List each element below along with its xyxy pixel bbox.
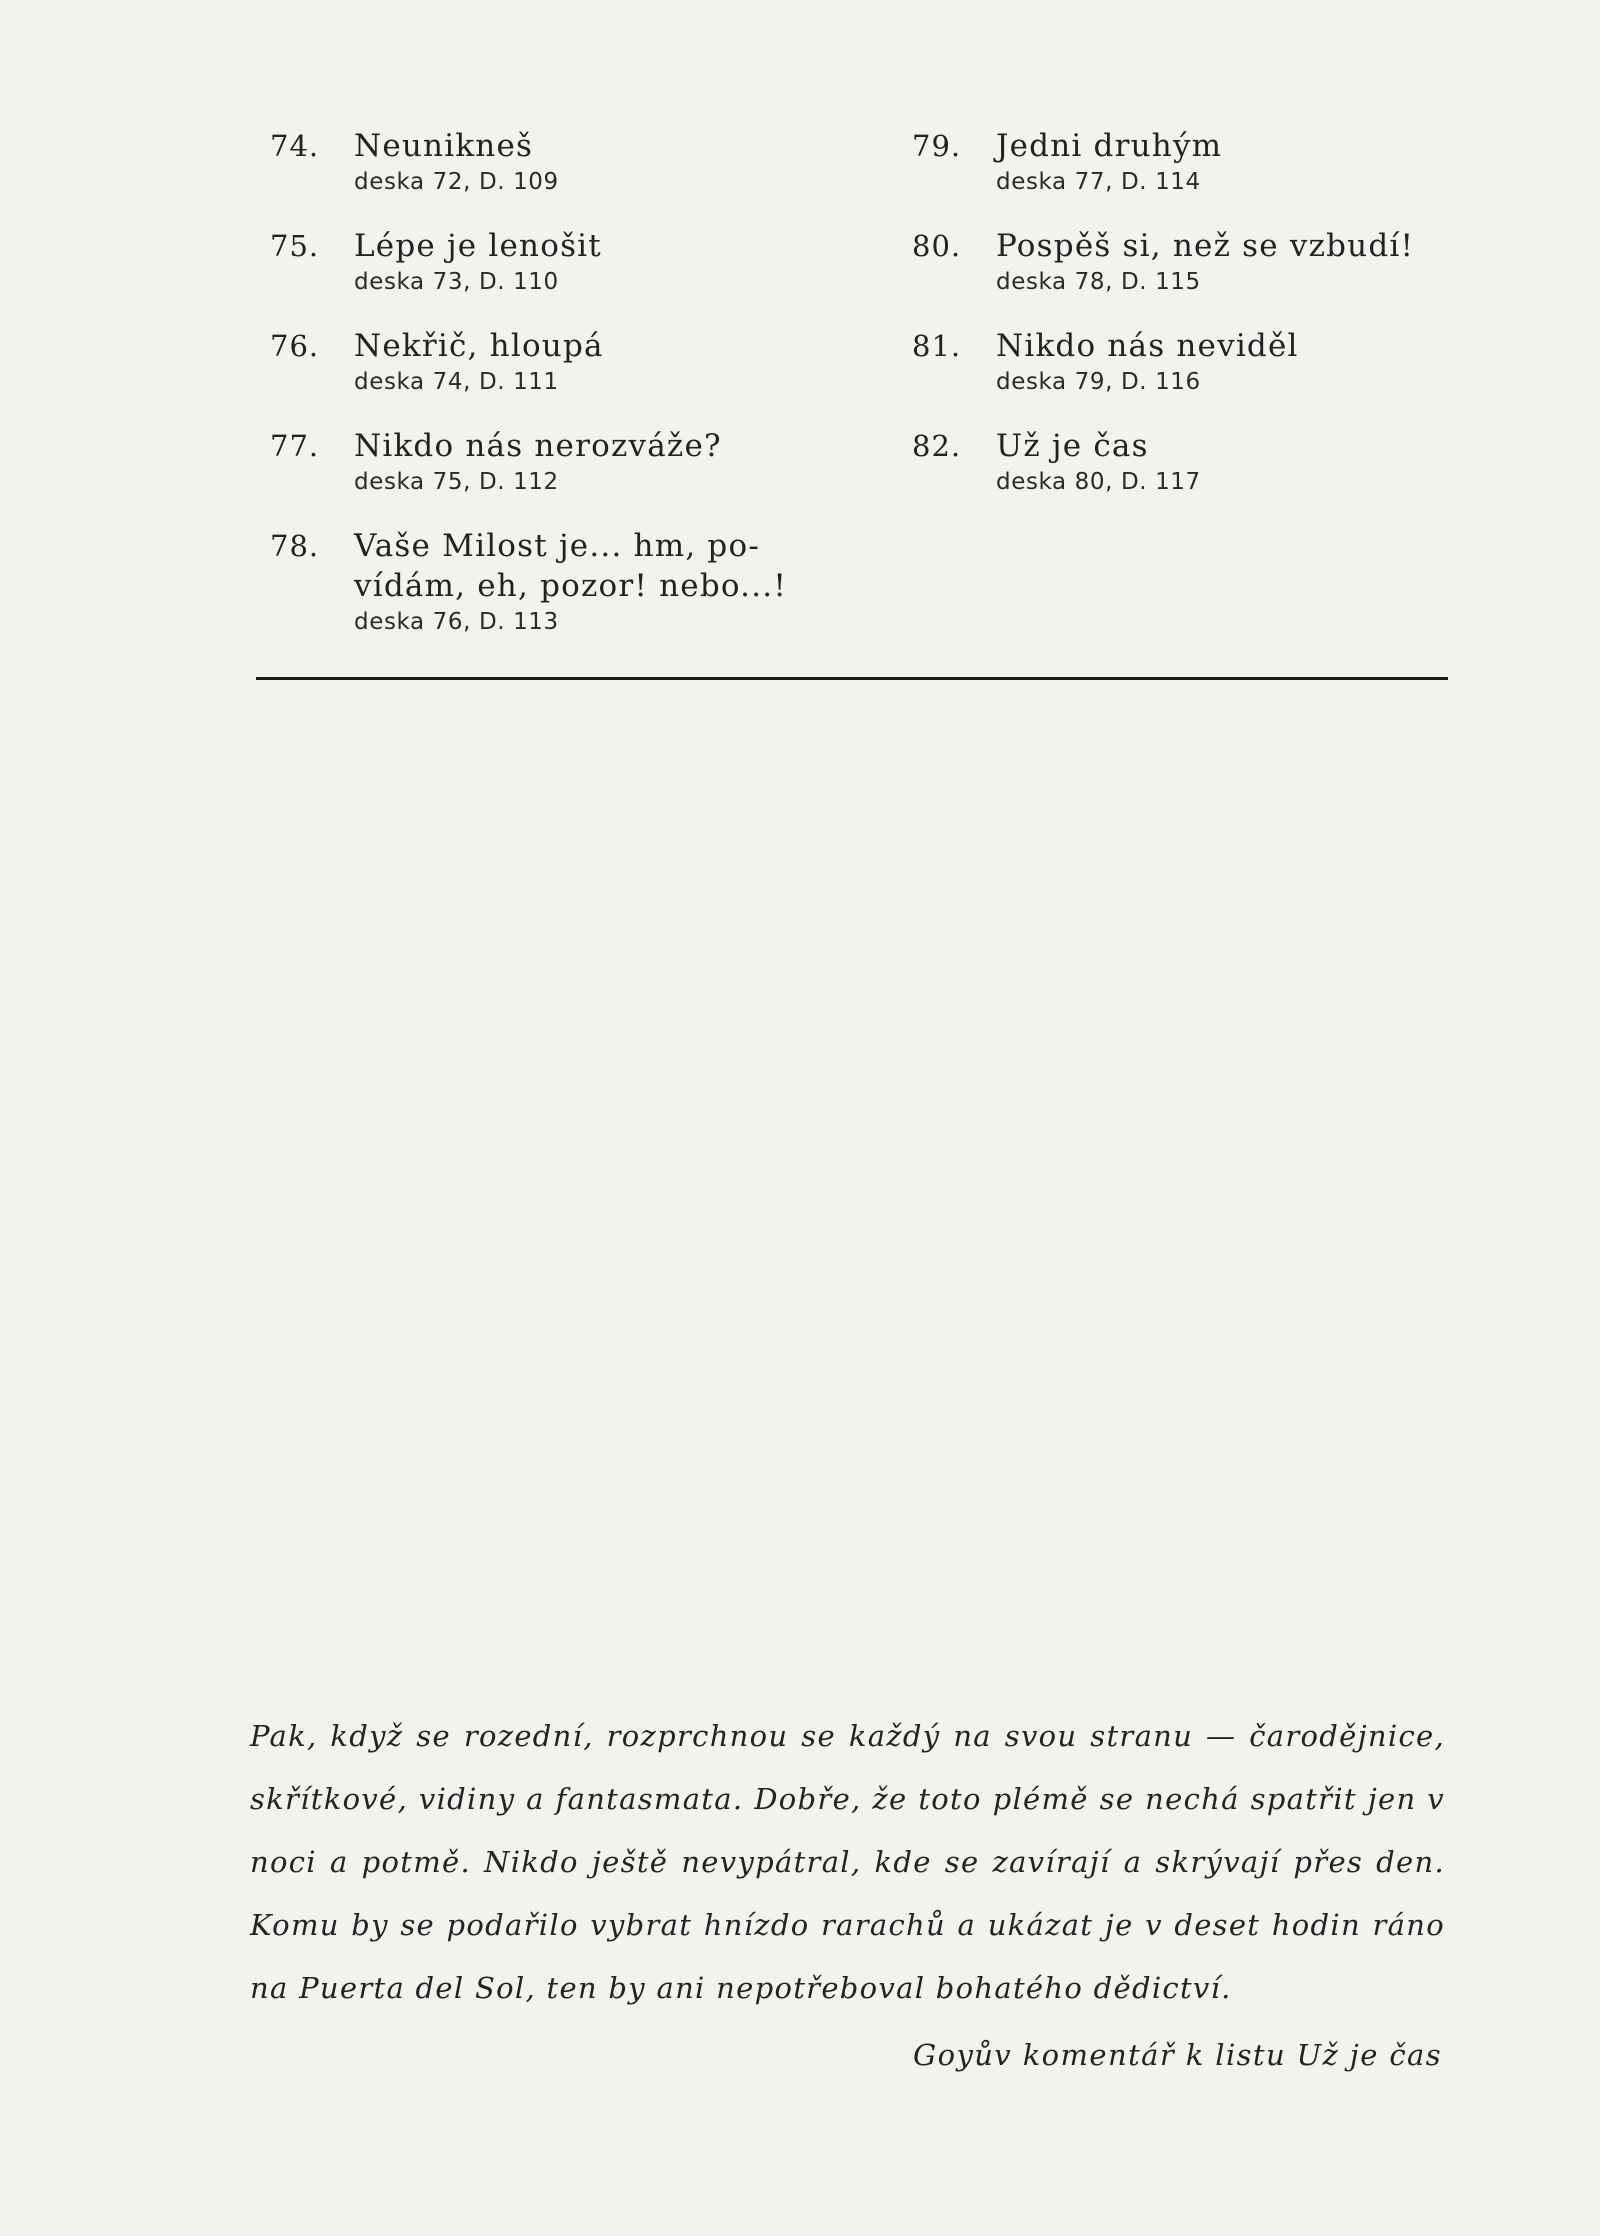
entry-reference: deska 76, D. 113: [354, 609, 559, 635]
entry-title: Pospěš si, než se vzbudí!: [996, 228, 1415, 264]
entry-number: 77.: [270, 429, 320, 463]
entry-number: 81.: [912, 329, 962, 363]
entry-reference: deska 79, D. 116: [996, 369, 1201, 395]
list-item: [270, 526, 830, 638]
entry-number: 80.: [912, 229, 962, 263]
list-item: [912, 326, 1432, 398]
entry-reference: deska 72, D. 109: [354, 169, 559, 195]
list-item: [270, 226, 830, 298]
entry-title: Nikdo nás nerozváže?: [354, 428, 722, 464]
list-item: [270, 126, 830, 198]
list-item: [912, 426, 1432, 498]
quote-paragraph: Pak, když se rozední, rozprchnou se každý na svou stranu — čarodějnice, skřítkové, vidiny a fantasmata. Dobře, že toto plémě se nechá spatřit jen v noci a potmě. Nikdo ještě nevypátral, kde se zavírají a skrývají přes den. Komu by se podařilo vybrat hnízdo rarachů a ukázat je v deset hodin ráno na Puerta del Sol, ten by ani nepotřeboval bohatého dědictví.: [250, 1719, 1445, 2005]
entry-number: 79.: [912, 129, 962, 163]
entry-title: Nekřič, hloupá: [354, 328, 604, 364]
entry-number: 76.: [270, 329, 320, 363]
entry-title: Neunikneš: [354, 128, 534, 164]
entry-reference: deska 73, D. 110: [354, 269, 559, 295]
quote-attribution: Goyův komentář k listu Už je čas: [913, 2038, 1442, 2072]
entry-number: 82.: [912, 429, 962, 463]
entry-reference: deska 75, D. 112: [354, 469, 559, 495]
list-item: [270, 426, 830, 498]
entry-number: 75.: [270, 229, 320, 263]
entry-title: Vaše Milost je... hm, po- vídám, eh, pozor! nebo...!: [354, 528, 788, 604]
list-item: [912, 226, 1432, 298]
entry-number: 74.: [270, 129, 320, 163]
entry-reference: deska 78, D. 115: [996, 269, 1201, 295]
entry-reference: deska 80, D. 117: [996, 469, 1201, 495]
entry-title: Už je čas: [996, 428, 1149, 464]
entry-reference: deska 77, D. 114: [996, 169, 1201, 195]
list-item: [270, 326, 830, 398]
horizontal-divider: [256, 677, 1448, 680]
right-column: [912, 126, 1432, 526]
entry-title: Lépe je lenošit: [354, 228, 602, 264]
list-item: [912, 126, 1432, 198]
entry-title: Jedni druhým: [996, 128, 1223, 164]
left-column: [270, 126, 830, 666]
entry-reference: deska 74, D. 111: [354, 369, 559, 395]
entry-number: 78.: [270, 529, 320, 563]
entry-title: Nikdo nás neviděl: [996, 328, 1299, 364]
